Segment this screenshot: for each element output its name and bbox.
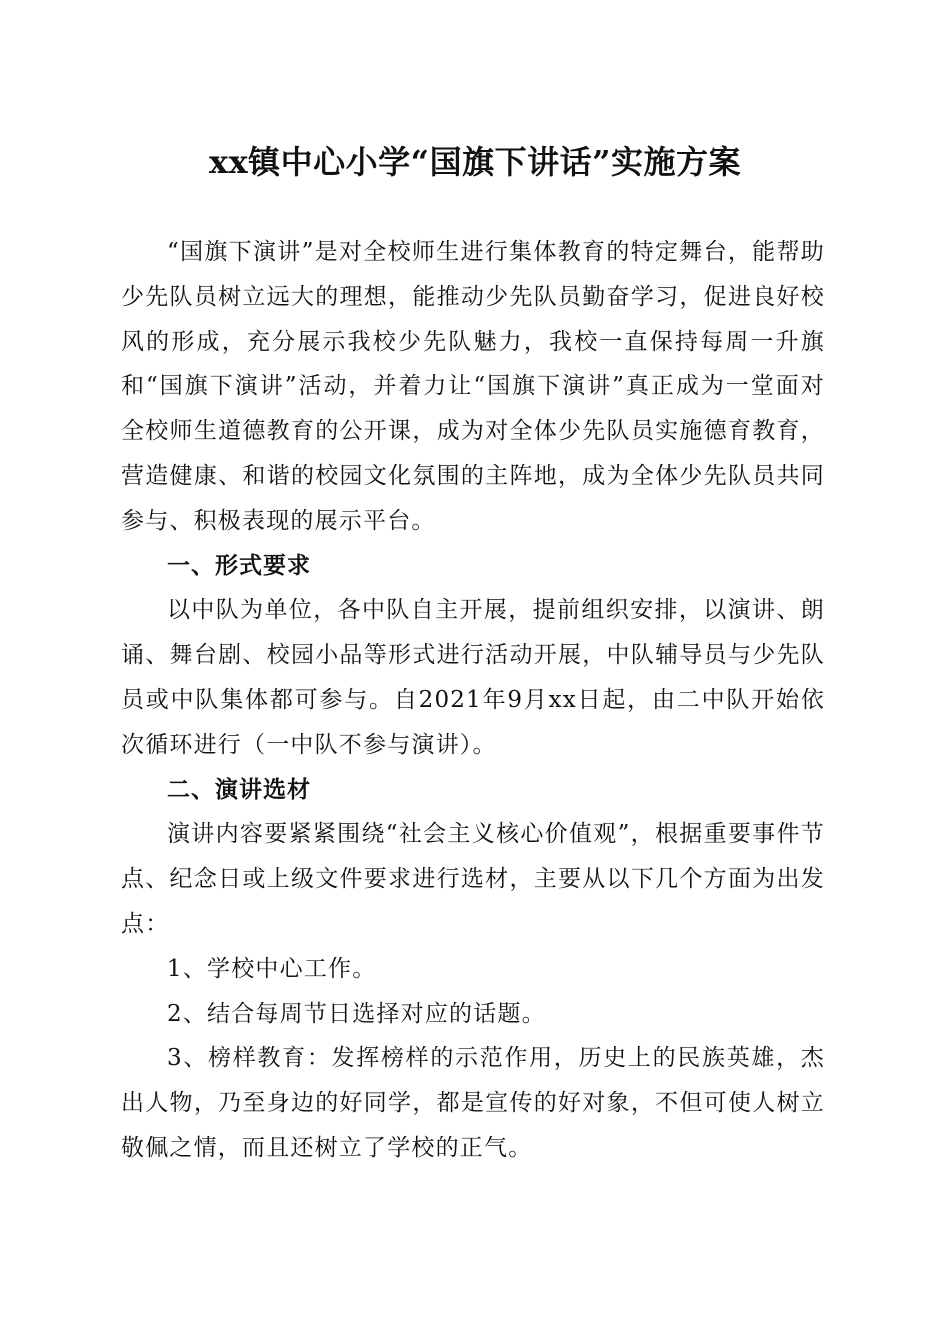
list-item-holidays: 2、结合每周节日选择对应的话题。: [167, 1000, 546, 1027]
document-body: [121, 230, 825, 1171]
section-heading-topics: 二、演讲选材: [167, 776, 311, 803]
list-item-role-models: 3、榜样教育：发挥榜样的示范作用，历史上的民族英雄，杰出人物，乃至身边的好同学，都是宣传的好对象，不但可使人树立敬佩之情，而且还树立了学校的正气。: [121, 1045, 825, 1161]
section-text-topics: 演讲内容要紧紧围绕“社会主义核心价值观”，根据重要事件节点、纪念日或上级文件要求进行选材，主要从以下几个方面为出发点：: [121, 821, 825, 937]
section-heading-form: 一、形式要求: [167, 552, 311, 579]
document-title: xx镇中心小学“国旗下讲话”实施方案: [209, 143, 741, 181]
section-text-form: 以中队为单位，各中队自主开展，提前组织安排，以演讲、朗诵、舞台剧、校园小品等形式进行活动开展，中队辅导员与少先队员或中队集体都可参与。自2021年9月xx日起，由二中队开始依次循环进行（一中队不参与演讲）。: [121, 597, 825, 758]
intro-paragraph: “国旗下演讲”是对全校师生进行集体教育的特定舞台，能帮助少先队员树立远大的理想，能推动少先队员勤奋学习，促进良好校风的形成，充分展示我校少先队魅力，我校一直保持每周一升旗和“国旗下演讲”活动，并着力让“国旗下演讲”真正成为一堂面对全校师生道德教育的公开课，成为对全体少先队员实施德育教育，营造健康、和谐的校园文化氛围的主阵地，成为全体少先队员共同参与、积极表现的展示平台。: [121, 239, 825, 534]
list-item-school-work: 1、学校中心工作。: [167, 955, 377, 982]
